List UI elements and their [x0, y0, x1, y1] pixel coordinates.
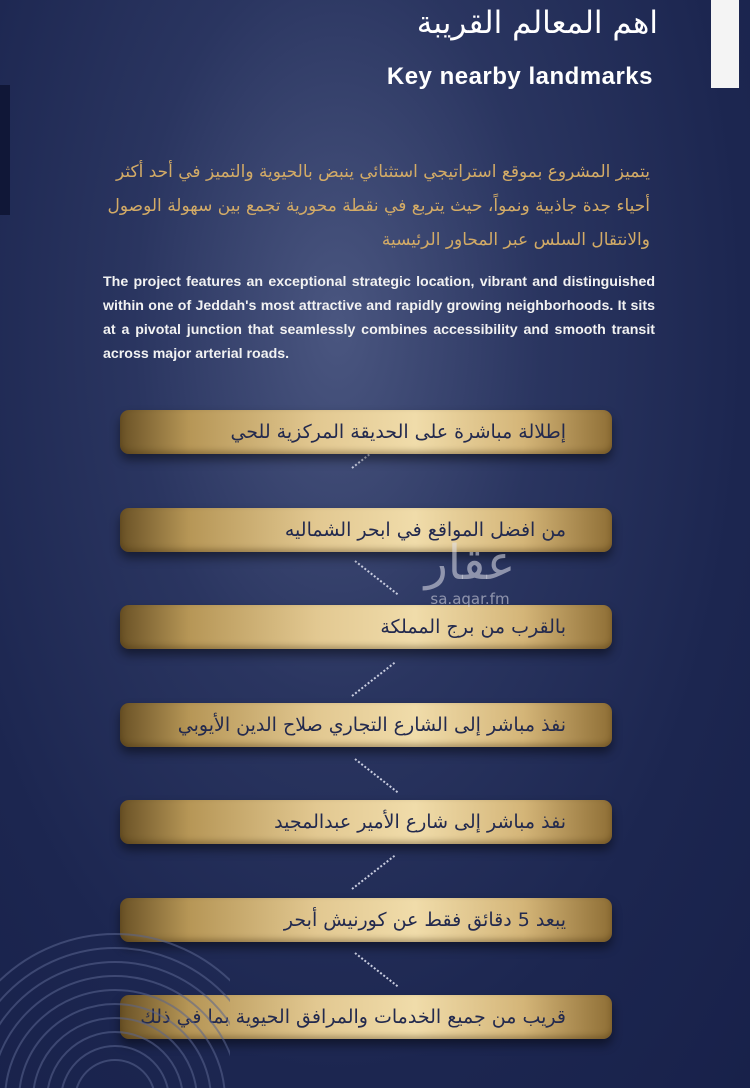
landmark-label-2: من افضل المواقع في ابحر الشماليه [284, 519, 566, 541]
landmark-item-5 [120, 800, 612, 844]
title-arabic: اهم المعالم القريبة [416, 5, 658, 41]
landmark-label-6: يبعد 5 دقائق فقط عن كورنيش أبحر [283, 909, 566, 931]
landmark-label-5: نفذ مباشر إلى شارع الأمير عبدالمجيد [274, 811, 566, 833]
intro-english: The project features an exceptional strategic location, vibrant and distinguished within one of Jeddah's most attractive and rapidly growing neighborhoods. It sits at a pivotal junction that seamlessly combines accessibility and smooth transit across major arterial roads. [103, 274, 655, 362]
connector-3 [351, 662, 395, 697]
landmark-item-3 [120, 605, 612, 649]
landmark-label-7: قريب من جميع الخدمات والمرافق الحيوية بما في ذلك [140, 1006, 566, 1028]
title-english: Key nearby landmarks [386, 63, 653, 90]
left-edge-strip [0, 85, 10, 215]
decorative-arcs [0, 925, 230, 1088]
aqar-watermark [410, 535, 530, 607]
connector-4 [354, 758, 398, 793]
connector-5 [351, 855, 395, 890]
landmark-label-1: إطلالة مباشرة على الحديقة المركزية للحي [230, 421, 566, 443]
landmark-label-3: بالقرب من برج المملكة [380, 616, 566, 638]
watermark-site: sa.aqar.fm [430, 590, 510, 608]
landmark-item-2 [120, 508, 612, 552]
landmark-label-4: نفذ مباشر إلى الشارع التجاري صلاح الدين الأيوبي [177, 714, 566, 736]
landmark-item-4 [120, 703, 612, 747]
watermark-brand: عقار [424, 535, 516, 591]
corner-white-bar [711, 0, 739, 88]
connector-6 [354, 952, 398, 987]
landmark-item-1 [120, 410, 612, 454]
intro-arabic: يتميز المشروع بموقع استراتيجي استثنائي ينبض بالحيوية والتميز في أحد أكثر أحياء جدة جاذبية ونمواً، حيث يتربع في نقطة محورية تجمع بين سهولة الوصول والانتقال السلس عبر المحاور الرئيسية [107, 162, 650, 250]
connector-2 [354, 560, 398, 595]
